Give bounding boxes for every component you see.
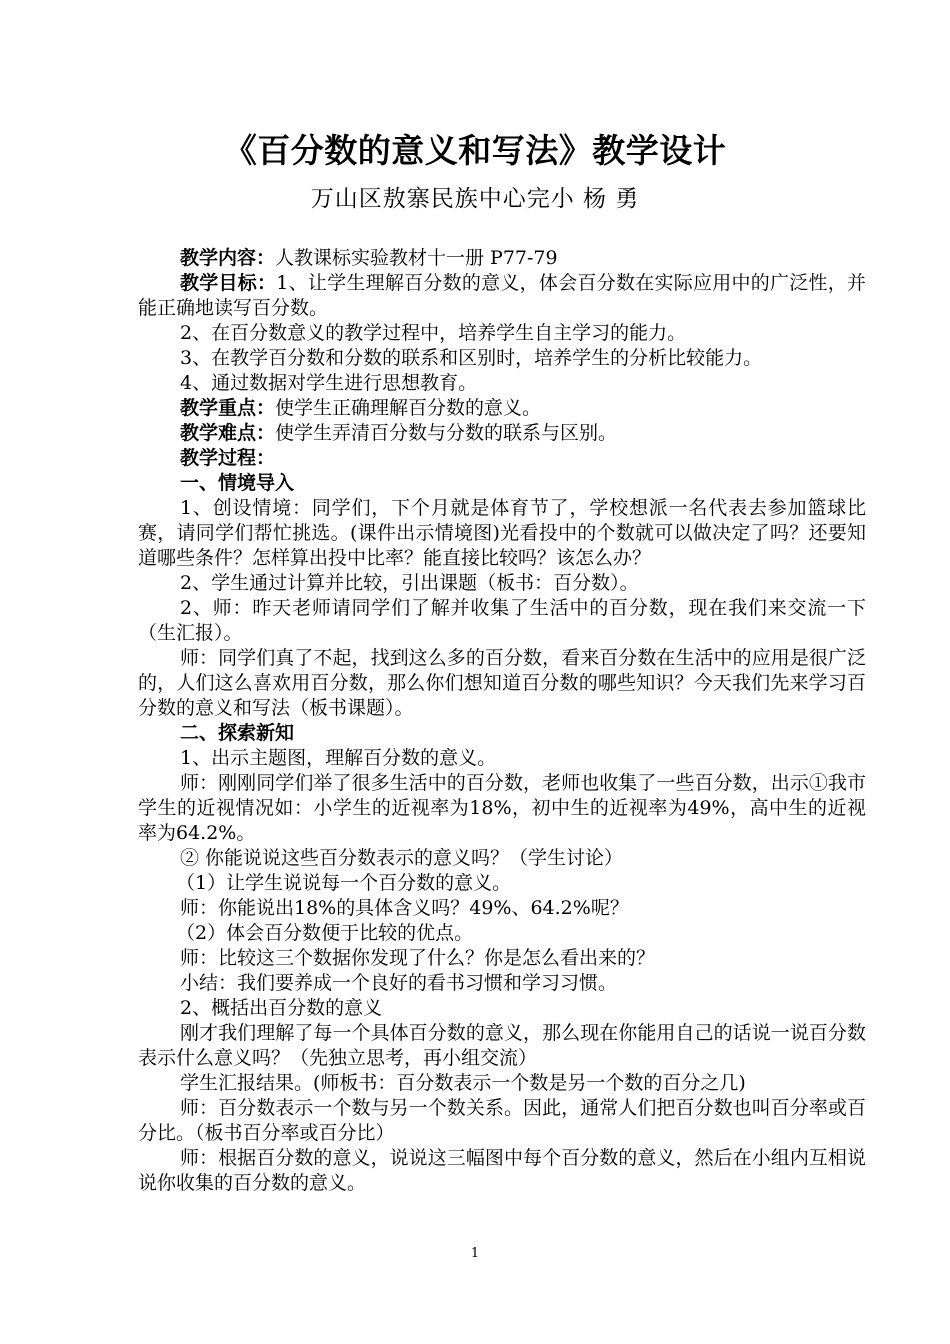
paragraph [138,996,866,1021]
paragraph [138,771,866,846]
paragraph [138,1096,866,1146]
paragraph [138,1146,866,1196]
paragraph [138,421,866,446]
paragraph-label: 教学过程： [180,447,276,469]
paragraph [138,921,866,946]
paragraph [138,346,866,371]
paragraph [138,871,866,896]
paragraph [138,396,866,421]
paragraph-text: 学生汇报结果。(师板书：百分数表示一个数是另一个数的百分之几) [180,1072,746,1094]
paragraph [138,721,866,746]
page-number: 1 [470,1246,480,1261]
paragraph-label: 教学重点： [180,397,276,419]
paragraph-text: 2、在百分数意义的教学过程中，培养学生自主学习的能力。 [180,322,687,344]
paragraph [138,596,866,646]
paragraph-text: 小结：我们要养成一个良好的看书习惯和学习习惯。 [180,972,618,994]
paragraph-label: 教学目标： [180,272,277,294]
paragraph-text: 1、出示主题图，理解百分数的意义。 [180,747,497,769]
paragraph-label: 教学难点： [180,422,276,444]
paragraph [138,321,866,346]
paragraph-text: 3、在教学百分数和分数的联系和区别时，培养学生的分析比较能力。 [180,347,763,369]
paragraph-text: 师：比较这三个数据你发现了什么？你是怎么看出来的？ [180,947,656,969]
document-title: 《百分数的意义和写法》教学设计 [223,131,727,170]
paragraph [138,571,866,596]
paragraph-text: （2）体会百分数便于比较的优点。 [176,922,474,944]
paragraph [138,646,866,721]
paragraph [138,946,866,971]
paragraph-text: （1）让学生说说每一个百分数的意义。 [176,872,512,894]
paragraph [138,971,866,996]
paragraph [138,271,866,321]
paragraph [138,246,866,271]
paragraph [138,471,866,496]
paragraph [138,496,866,571]
paragraph [138,1071,866,1096]
paragraph-label: 一、情境导入 [180,472,295,494]
paragraph [138,371,866,396]
paragraph-text: 2、师：昨天老师请同学们了解并收集了生活中的百分数，现在我们来交流一下（生汇报）。 [138,597,866,644]
paragraph [138,846,866,871]
paragraph-text: 1、让学生理解百分数的意义，体会百分数在实际应用中的广泛性，并能正确地读写百分数。 [138,272,866,319]
paragraph [138,446,866,471]
paragraph-text: 师：你能说出18%的具体含义吗？49%、64.2%呢？ [180,897,629,919]
paragraph-text: 人教课标实验教材十一册 P77-79 [275,247,558,269]
paragraph [138,1021,866,1071]
paragraph-text: 师：刚刚同学们举了很多生活中的百分数，老师也收集了一些百分数，出示①我市学生的近视情况如：小学生的近视率为18%，初中生的近视率为49%，高中生的近视率为64.2%。 [138,772,866,844]
paragraph-text: 师：百分数表示一个数与另一个数关系。因此，通常人们把百分数也叫百分率或百分比。（板书百分率或百分比） [138,1097,866,1144]
paragraph-label: 二、探索新知 [180,722,295,744]
paragraph [138,746,866,771]
paragraph-text: 2、学生通过计算并比较，引出课题（板书：百分数）。 [180,572,639,594]
paragraph-text: 2、概括出百分数的意义 [180,997,383,1019]
paragraph-label: 教学内容： [180,247,276,269]
paragraph-text: ② 你能说说这些百分数表示的意义吗？（学生讨论） [180,847,624,869]
paragraph-text: 刚才我们理解了每一个具体百分数的意义，那么现在你能用自己的话说一说百分数表示什么意义吗？（先独立思考，再小组交流） [138,1022,866,1069]
paragraph-text: 师：根据百分数的意义，说说这三幅图中每个百分数的意义，然后在小组内互相说说你收集的百分数的意义。 [138,1147,866,1194]
paragraph-text: 4、通过数据对学生进行思想教育。 [180,372,478,394]
author-line: 万山区敖寨民族中心完小 杨 勇 [310,186,640,212]
document-body [138,246,866,1196]
paragraph-text: 使学生正确理解百分数的意义。 [275,397,542,419]
paragraph-text: 使学生弄清百分数与分数的联系与区别。 [275,422,618,444]
paragraph-text: 师：同学们真了不起，找到这么多的百分数，看来百分数在生活中的应用是很广泛的，人们这么喜欢用百分数，那么你们想知道百分数的哪些知识？今天我们先来学习百分数的意义和写法（板书课题）。 [138,647,866,719]
paragraph-text: 1、创设情境：同学们，下个月就是体育节了，学校想派一名代表去参加篮球比赛，请同学们帮忙挑选。(课件出示情境图)光看投中的个数就可以做决定了吗？还要知道哪些条件？怎样算出投中比率？能直接比较吗？该怎么办？ [138,497,866,569]
paragraph [138,896,866,921]
